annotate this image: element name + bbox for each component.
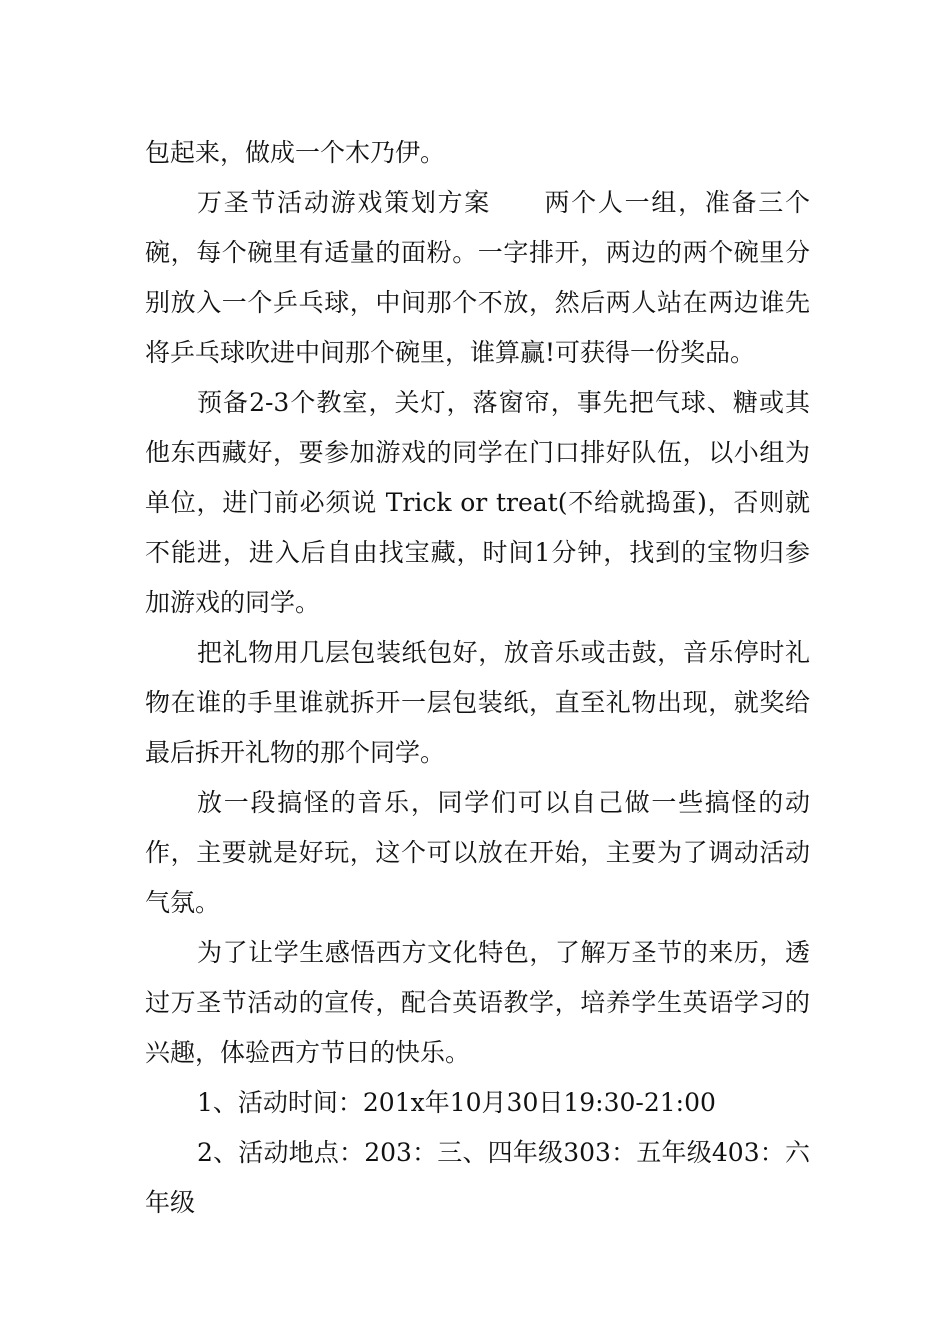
paragraph-gift-passing: 把礼物用几层包装纸包好，放音乐或击鼓，音乐停时礼物在谁的手里谁就拆开一层包装纸，直至礼物出现，就奖给最后拆开礼物的那个同学。 (145, 638, 810, 767)
paragraph-activity-location: 2、活动地点：203：三、四年级303：五年级403：六年级 (145, 1138, 810, 1217)
paragraph-purpose: 为了让学生感悟西方文化特色，了解万圣节的来历，透过万圣节活动的宣传，配合英语教学，培养学生英语学习的兴趣，体验西方节日的快乐。 (145, 938, 810, 1067)
paragraph-treasure-hunt: 预备2-3个教室，关灯，落窗帘，事先把气球、糖或其他东西藏好，要参加游戏的同学在门口排好队伍，以小组为单位，进门前必须说 Trick or treat(不给就捣蛋)，否则就不能进，进入后自由找宝藏，时间1分钟，找到的宝物归参加游戏的同学。 (145, 388, 810, 617)
document-body (145, 128, 810, 1228)
paragraph-music-dance: 放一段搞怪的音乐，同学们可以自己做一些搞怪的动作，主要就是好玩，这个可以放在开始，主要为了调动活动气氛。 (145, 788, 810, 917)
paragraph-continuation: 包起来，做成一个木乃伊。 (145, 138, 446, 167)
paragraph-activity-time: 1、活动时间：201x年10月30日19:30-21:00 (197, 1088, 716, 1117)
paragraph-game-plan: 万圣节活动游戏策划方案 两个人一组，准备三个碗，每个碗里有适量的面粉。一字排开，两边的两个碗里分别放入一个乒乓球，中间那个不放，然后两人站在两边谁先将乒乓球吹进中间那个碗里，谁算赢!可获得一份奖品。 (145, 188, 810, 367)
